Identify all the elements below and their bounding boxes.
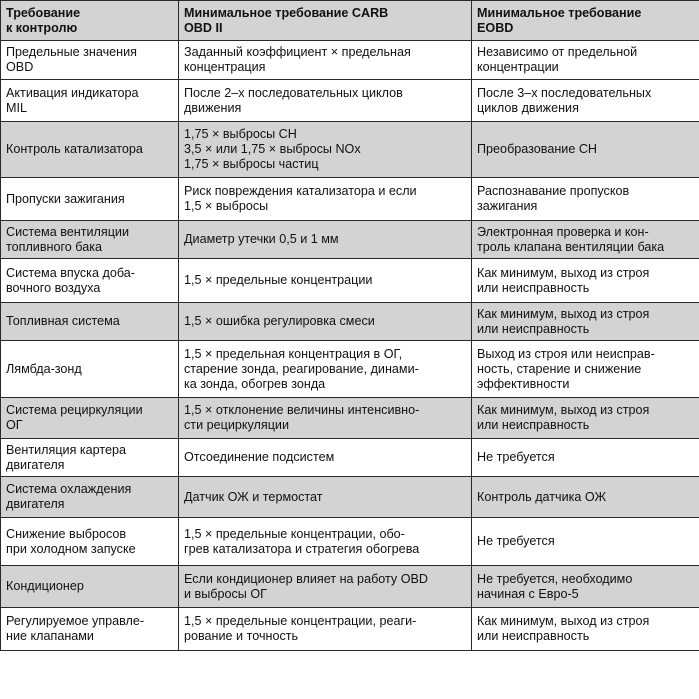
cell-eobd: Не требуется [472,439,699,477]
cell-requirement: Топливная система [1,303,179,341]
cell-eobd: Выход из строя или неисправ- ность, старение и снижение эффективности [472,341,699,398]
table-row [1,608,699,651]
cell-requirement: Предельные значения OBD [1,41,179,80]
cell-carb: Датчик ОЖ и термостат [179,477,472,518]
cell-requirement: Регулируемое управле- ние клапанами [1,608,179,651]
cell-eobd: Как минимум, выход из строя или неисправность [472,398,699,439]
cell-requirement: Активация индикатора MIL [1,80,179,122]
cell-carb: Риск повреждения катализатора и если 1,5 × выбросы [179,178,472,221]
cell-carb: 1,5 × ошибка регулировка смеси [179,303,472,341]
header-eobd: Минимальное требование EOBD [472,1,699,41]
cell-eobd: После 3–х последовательных циклов движения [472,80,699,122]
cell-carb: Если кондиционер влияет на работу OBD и выбросы ОГ [179,566,472,608]
table-row [1,221,699,259]
table-row [1,566,699,608]
table-row [1,477,699,518]
cell-carb: 1,75 × выбросы CH 3,5 × или 1,75 × выбросы NOx 1,75 × выбросы частиц [179,122,472,178]
cell-requirement: Система охлаждения двигателя [1,477,179,518]
header-requirement: Требование к контролю [1,1,179,41]
table-row [1,41,699,80]
table-row [1,518,699,566]
cell-eobd: Как минимум, выход из строя или неисправность [472,259,699,303]
table-row [1,341,699,398]
cell-eobd: Электронная проверка и кон- троль клапана вентиляции бака [472,221,699,259]
cell-eobd: Не требуется [472,518,699,566]
cell-carb: 1,5 × предельные концентрации [179,259,472,303]
cell-requirement: Контроль катализатора [1,122,179,178]
cell-eobd: Независимо от предельной концентрации [472,41,699,80]
header-carb: Минимальное требование CARB OBD II [179,1,472,41]
cell-carb: После 2–х последовательных циклов движения [179,80,472,122]
cell-carb: Отсоединение подсистем [179,439,472,477]
table-row [1,303,699,341]
cell-requirement: Система впуска доба- вочного воздуха [1,259,179,303]
cell-requirement: Снижение выбросов при холодном запуске [1,518,179,566]
table-row [1,122,699,178]
cell-carb: 1,5 × предельная концентрация в ОГ, старение зонда, реагирование, динами- ка зонда, обогрев зонда [179,341,472,398]
cell-carb: 1,5 × предельные концентрации, реаги- рование и точность [179,608,472,651]
cell-carb: 1,5 × отклонение величины интенсивно- сти рециркуляции [179,398,472,439]
table-row [1,259,699,303]
cell-requirement: Пропуски зажигания [1,178,179,221]
cell-requirement: Вентиляция картера двигателя [1,439,179,477]
cell-eobd: Контроль датчика ОЖ [472,477,699,518]
cell-eobd: Преобразование CH [472,122,699,178]
header-row [1,1,699,41]
cell-eobd: Распознавание пропусков зажигания [472,178,699,221]
cell-eobd: Не требуется, необходимо начиная с Евро-5 [472,566,699,608]
cell-requirement: Кондиционер [1,566,179,608]
table-row [1,80,699,122]
cell-carb: Диаметр утечки 0,5 и 1 мм [179,221,472,259]
cell-carb: 1,5 × предельные концентрации, обо- грев катализатора и стратегия обогрева [179,518,472,566]
table-row [1,178,699,221]
table-row [1,398,699,439]
cell-eobd: Как минимум, выход из строя или неисправность [472,608,699,651]
cell-requirement: Лямбда-зонд [1,341,179,398]
cell-eobd: Как минимум, выход из строя или неисправность [472,303,699,341]
table-row [1,439,699,477]
cell-requirement: Система вентиляции топливного бака [1,221,179,259]
cell-carb: Заданный коэффициент × предельная концентрация [179,41,472,80]
cell-requirement: Система рециркуляции ОГ [1,398,179,439]
